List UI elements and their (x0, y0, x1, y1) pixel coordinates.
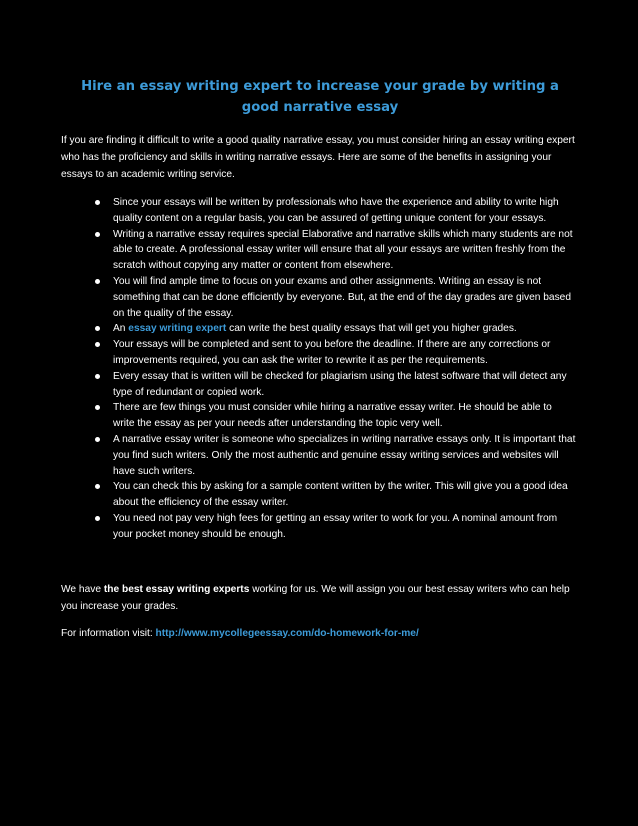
list-item-text: A narrative essay writer is someone who specializes in writing narrative essays only. It is important that you find such writers. Only the most authentic and genuine essay writing services and websites will have such writers. (113, 433, 576, 477)
closing-paragraph (61, 582, 581, 616)
list-item-text-prefix: An (113, 323, 129, 335)
closing-text-bold: the best essay writing experts (103, 584, 250, 595)
closing-text-suffix: working for us. We will assign you our best essay writers who can help you increase your grades. (61, 584, 570, 612)
bullet-icon (95, 279, 100, 284)
list-item-text: You need not pay very high fees for getting an essay writer to work for you. A nominal amount from your pocket money should be enough. (113, 512, 558, 540)
document-title: Hire an essay writing expert to increase your grade by writing a good narrative essay (81, 79, 559, 115)
list-item-text-suffix: can write the best quality essays that will get you higher grades. (226, 323, 517, 335)
list-item-text: There are few things you must consider while hiring a narrative essay writer. He should be able to write the essay as per your needs after understanding the topic very well. (113, 402, 552, 430)
intro-paragraph: If you are finding it difficult to write a good quality narrative essay, you must consider hiring an essay writing expert who has the proficiency and skills in writing narrative essays. Here are some of the benefits in assigning your essays to an academic writing service. (61, 135, 575, 180)
list-item-text: Every essay that is written will be checked for plagiarism using the latest software that will detect any type of redundant or copied work. (113, 370, 567, 398)
list-item (61, 321, 576, 337)
list-item-text: You will find ample time to focus on your exams and other assignments. Writing an essay is not something that can be done efficiently by everyone. But, at the end of the day grades are given based on the quality of the essay. (113, 275, 571, 319)
essay-writing-expert-link[interactable]: essay writing expert (128, 323, 227, 335)
list-item (61, 274, 576, 321)
info-label: For information visit: (61, 628, 156, 639)
list-item-text: Writing a narrative essay requires special Elaborative and narrative skills which many students are not able to create. A professional essay writer will ensure that all your essays are written freshly from the scratch without copying any matter or content from elsewhere. (113, 228, 573, 272)
bullet-icon (95, 342, 100, 347)
list-item (61, 195, 576, 227)
info-line (61, 626, 581, 643)
closing-text-prefix: We have (61, 584, 104, 595)
benefits-list (61, 195, 576, 543)
list-item-text: You can check this by asking for a sample content written by the writer. This will give you a good idea about the efficiency of the essay writer. (113, 481, 568, 509)
list-item-text: Your essays will be completed and sent to you before the deadline. If there are any corrections or improvements required, you can ask the writer to rewrite it as per the requirements. (113, 339, 551, 366)
bullet-icon (95, 374, 100, 379)
list-item-text: Since your essays will be written by professionals who have the experience and ability to write high quality content on a regular basis, you can be assured of getting unique content for your essays. (113, 197, 559, 224)
list-item (61, 511, 576, 543)
bullet-icon (95, 200, 100, 205)
list-item (61, 432, 576, 479)
list-item (61, 227, 576, 274)
bullet-icon (95, 326, 100, 331)
bullet-icon (95, 232, 100, 237)
info-url-link[interactable]: http://www.mycollegeessay.com/do-homework-for-me/ (155, 628, 419, 639)
list-item (61, 337, 576, 369)
bullet-icon (95, 437, 100, 442)
bullet-icon (95, 484, 100, 489)
bullet-icon (95, 516, 100, 521)
list-item (61, 369, 576, 401)
list-item (61, 400, 576, 432)
bullet-icon (95, 405, 100, 410)
list-item (61, 479, 576, 511)
